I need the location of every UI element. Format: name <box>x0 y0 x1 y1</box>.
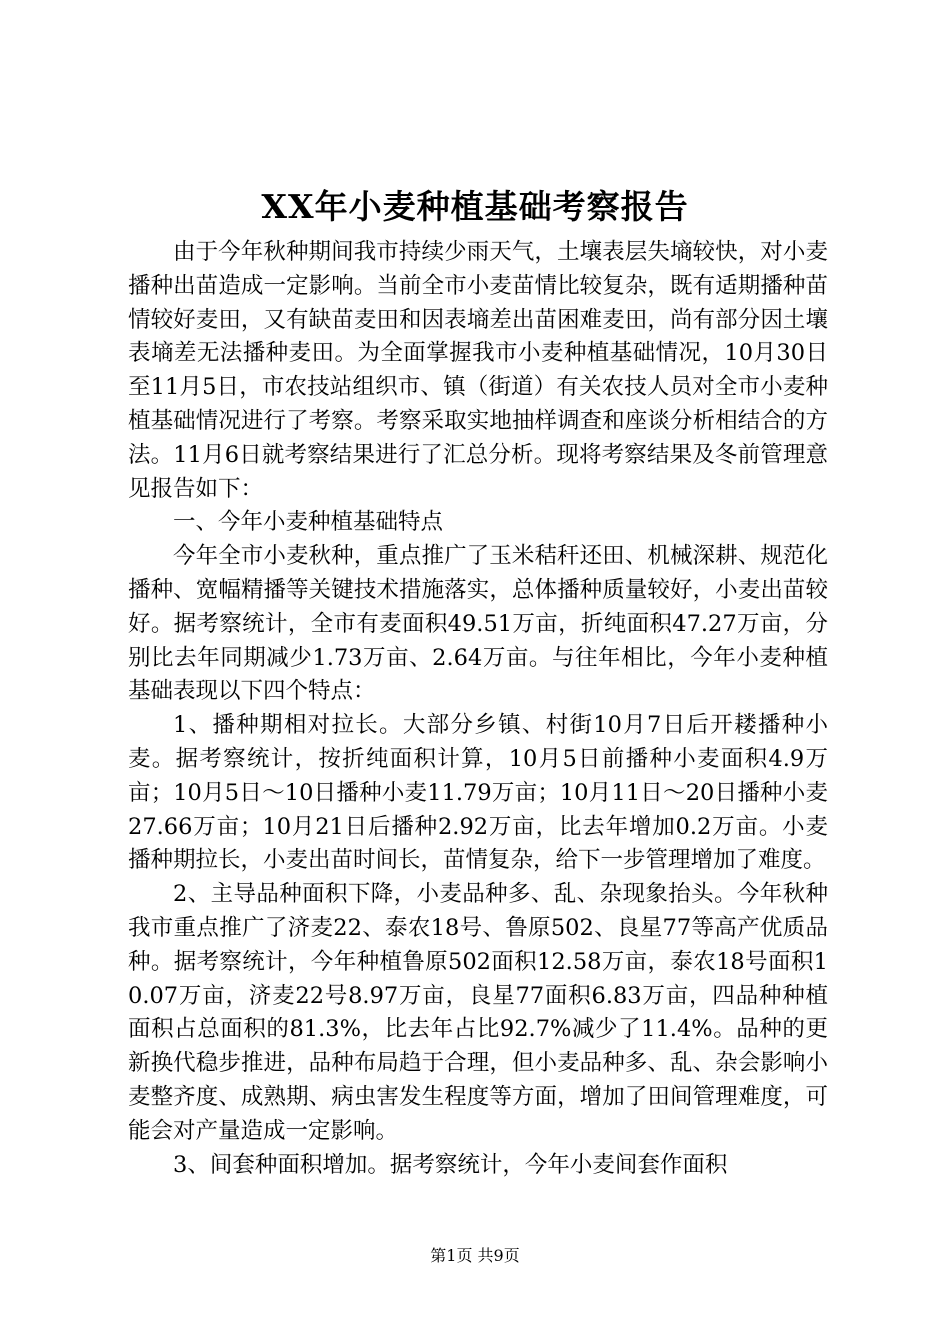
document-title: XX年小麦种植基础考察报告 <box>261 187 689 226</box>
paragraph-point-3: 3、间套种面积增加。据考察统计，今年小麦间套作面积 <box>173 1151 728 1178</box>
page-footer: 第1页 共9页 <box>430 1246 520 1265</box>
document-body <box>128 236 828 1182</box>
paragraph-overview: 今年全市小麦秋种，重点推广了玉米秸秆还田、机械深耕、规范化播种、宽幅精播等关键技术措施落实，总体播种质量较好，小麦出苗较好。据考察统计，全市有麦面积49.51万亩，折纯面积47.27万亩，分别比去年同期减少1.73万亩、2.64万亩。与往年相比，今年小麦种植基础表现以下四个特点： <box>128 543 828 705</box>
paragraph-point-2: 2、主导品种面积下降，小麦品种多、乱、杂现象抬头。今年秋种我市重点推广了济麦22、泰农18号、鲁原502、良星77等高产优质品种。据考察统计，今年种植鲁原502面积12.58万亩，泰农18号面积10.07万亩，济麦22号8.97万亩，良星77面积6.83万亩，四品种种植面积占总面积的81.3%，比去年占比92.7%减少了11.4%。品种的更新换代稳步推进，品种布局趋于合理，但小麦品种多、乱、杂会影响小麦整齐度、成熟期、病虫害发生程度等方面，增加了田间管理难度，可能会对产量造成一定影响。 <box>128 881 828 1144</box>
paragraph-intro: 由于今年秋种期间我市持续少雨天气，土壤表层失墒较快，对小麦播种出苗造成一定影响。当前全市小麦苗情比较复杂，既有适期播种苗情较好麦田，又有缺苗麦田和因表墒差出苗困难麦田，尚有部分因土壤表墒差无法播种麦田。为全面掌握我市小麦种植基础情况，10月30日至11月5日，市农技站组织市、镇（街道）有关农技人员对全市小麦种植基础情况进行了考察。考察采取实地抽样调查和座谈分析相结合的方法。11月6日就考察结果进行了汇总分析。现将考察结果及冬前管理意见报告如下： <box>128 239 828 502</box>
paragraph-point-1: 1、播种期相对拉长。大部分乡镇、村街10月7日后开耧播种小麦。据考察统计，按折纯面积计算，10月5日前播种小麦面积4.9万亩；10月5日～10日播种小麦11.79万亩；10月11日～20日播种小麦27.66万亩；10月21日后播种2.92万亩，比去年增加0.2万亩。小麦播种期拉长，小麦出苗时间长，苗情复杂，给下一步管理增加了难度。 <box>128 712 828 874</box>
section-heading: 一、今年小麦种植基础特点 <box>173 509 444 536</box>
